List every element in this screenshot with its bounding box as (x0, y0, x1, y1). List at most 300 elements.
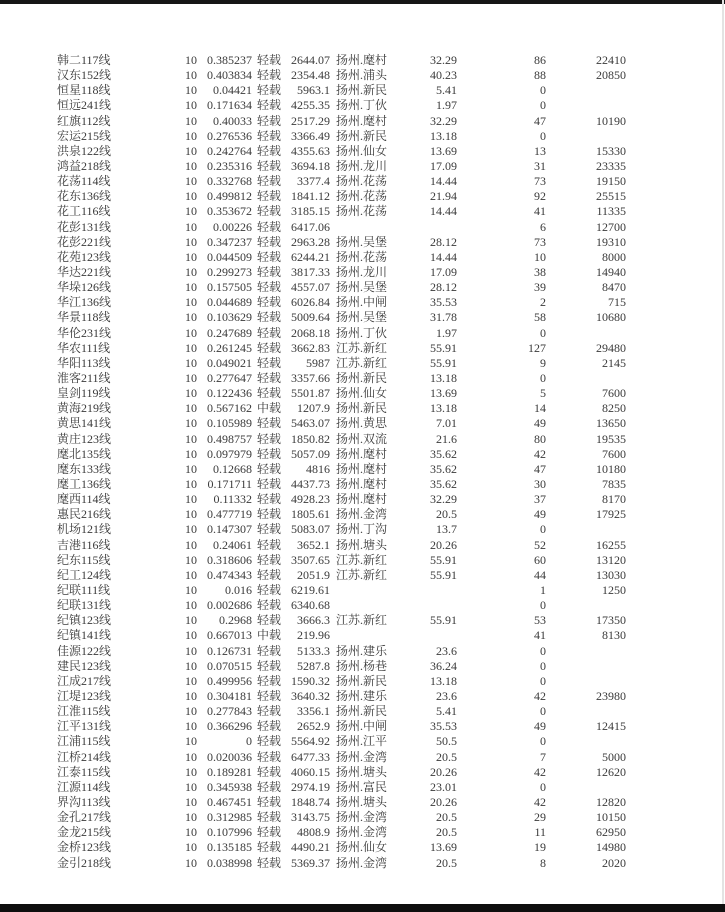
cell-amount: 7600 (602, 386, 626, 401)
cell-line-name: 惠民216线 (57, 507, 112, 522)
cell-value: 5501.87 (291, 386, 330, 401)
cell-region: 扬州.吴堡 (336, 280, 388, 295)
cell-line-name: 皇剑119线 (57, 386, 111, 401)
cell-count: 6 (540, 219, 546, 234)
cell-load-ratio: 0.11332 (213, 492, 252, 507)
cell-value: 4355.63 (291, 143, 330, 158)
cell-load-level: 轻载 (257, 98, 282, 113)
cell-load-level: 轻载 (257, 719, 282, 734)
cell-value: 3694.18 (291, 159, 330, 174)
table-row (57, 310, 637, 325)
table-row (57, 83, 637, 98)
cell-percent: 14.44 (430, 204, 457, 219)
cell-percent: 20.5 (436, 825, 457, 840)
cell-voltage-kv: 10 (185, 719, 197, 734)
cell-line-name: 纪镇123线 (57, 613, 112, 628)
table-row (57, 749, 637, 764)
cell-count: 0 (540, 83, 546, 98)
cell-load-ratio: 0.04421 (213, 83, 252, 98)
window-bottom-edge (0, 904, 725, 912)
cell-load-level: 轻载 (257, 371, 282, 386)
cell-line-name: 江浦115线 (57, 734, 111, 749)
cell-amount: 8170 (602, 492, 626, 507)
cell-voltage-kv: 10 (185, 794, 197, 809)
cell-percent: 13.18 (430, 128, 457, 143)
cell-voltage-kv: 10 (185, 386, 197, 401)
cell-value: 5463.07 (291, 416, 330, 431)
cell-region: 扬州.金湾 (336, 855, 388, 870)
cell-percent: 17.09 (430, 159, 457, 174)
cell-line-name: 江源114线 (57, 779, 111, 794)
cell-load-ratio: 0.126731 (207, 643, 252, 658)
cell-percent: 35.53 (430, 719, 457, 734)
cell-line-name: 花苑123线 (57, 249, 112, 264)
table-row (57, 98, 637, 113)
cell-region: 江苏.新红 (336, 552, 388, 567)
cell-load-level: 轻载 (257, 537, 282, 552)
cell-percent: 21.94 (430, 189, 457, 204)
cell-percent: 32.29 (430, 492, 457, 507)
cell-count: 0 (540, 673, 546, 688)
table-row (57, 719, 637, 734)
cell-region: 扬州.新民 (336, 673, 388, 688)
cell-count: 47 (534, 461, 546, 476)
cell-line-name: 金引218线 (57, 855, 112, 870)
cell-voltage-kv: 10 (185, 446, 197, 461)
cell-load-ratio: 0.477719 (207, 507, 252, 522)
cell-value: 3666.3 (297, 613, 330, 628)
cell-voltage-kv: 10 (185, 537, 197, 552)
cell-voltage-kv: 10 (185, 325, 197, 340)
cell-region: 扬州.新民 (336, 401, 388, 416)
cell-line-name: 吉港116线 (57, 537, 111, 552)
table-row (57, 765, 637, 780)
cell-voltage-kv: 10 (185, 825, 197, 840)
cell-percent: 20.5 (436, 507, 457, 522)
cell-count: 0 (540, 325, 546, 340)
cell-value: 5133.3 (297, 643, 330, 658)
cell-value: 5057.09 (291, 446, 330, 461)
table-row (57, 204, 637, 219)
cell-load-level: 轻载 (257, 688, 282, 703)
cell-load-ratio: 0.002686 (207, 598, 252, 613)
table-row (57, 326, 637, 341)
cell-region: 扬州.中闸 (336, 295, 388, 310)
cell-value: 1841.12 (291, 189, 330, 204)
cell-voltage-kv: 10 (185, 143, 197, 158)
table-row (57, 416, 637, 431)
cell-region: 扬州.丁伙 (336, 325, 388, 340)
cell-load-ratio: 0.016 (225, 582, 252, 597)
cell-region: 扬州.金湾 (336, 507, 388, 522)
cell-count: 29 (534, 810, 546, 825)
cell-load-ratio: 0.105989 (207, 416, 252, 431)
cell-percent: 36.24 (430, 658, 457, 673)
cell-load-ratio: 0.24061 (213, 537, 252, 552)
cell-region: 扬州.龙川 (336, 265, 388, 280)
cell-region: 扬州.花荡 (336, 204, 388, 219)
cell-value: 3662.83 (291, 340, 330, 355)
cell-line-name: 华垛126线 (57, 280, 112, 295)
cell-percent: 28.12 (430, 234, 457, 249)
cell-value: 2963.28 (291, 234, 330, 249)
cell-line-name: 金龙215线 (57, 825, 112, 840)
cell-load-level: 轻载 (257, 855, 282, 870)
cell-load-level: 轻载 (257, 477, 282, 491)
cell-line-name: 江淮115线 (57, 704, 111, 719)
cell-load-level: 轻载 (257, 613, 282, 628)
cell-region: 扬州.黄思 (336, 416, 388, 431)
cell-load-ratio: 0.498757 (207, 431, 252, 446)
cell-percent: 13.18 (430, 401, 457, 416)
cell-load-level: 轻载 (257, 461, 282, 476)
table-row (57, 553, 637, 568)
cell-load-ratio: 0.122436 (207, 386, 252, 401)
cell-amount: 12820 (596, 794, 626, 809)
cell-percent: 35.53 (430, 295, 457, 310)
cell-region: 扬州.浦头 (336, 68, 388, 83)
cell-voltage-kv: 10 (185, 855, 197, 870)
cell-line-name: 金桥123线 (57, 840, 112, 855)
cell-count: 0 (540, 522, 546, 537)
cell-percent: 13.7 (436, 522, 457, 537)
cell-voltage-kv: 10 (185, 159, 197, 174)
cell-percent: 13.18 (430, 371, 457, 386)
cell-load-ratio: 0.135185 (207, 840, 252, 855)
cell-amount: 10680 (596, 310, 626, 325)
cell-count: 88 (534, 68, 546, 83)
table-row (57, 371, 637, 386)
cell-region: 扬州.塘头 (336, 537, 388, 552)
cell-amount: 19310 (596, 234, 626, 249)
cell-line-name: 麾西114线 (57, 492, 111, 507)
cell-load-ratio: 0.277647 (207, 371, 252, 386)
cell-count: 58 (534, 310, 546, 325)
cell-value: 4437.73 (291, 477, 330, 491)
cell-percent: 13.69 (430, 143, 457, 158)
cell-load-ratio: 0.385237 (207, 53, 252, 68)
cell-region: 扬州.花荡 (336, 249, 388, 264)
cell-line-name: 花荡114线 (57, 174, 111, 189)
cell-load-ratio: 0.044509 (207, 249, 252, 264)
cell-value: 4808.9 (297, 825, 330, 840)
table-row (57, 462, 637, 477)
cell-line-name: 麾东133线 (57, 461, 112, 476)
cell-line-name: 机场121线 (57, 522, 112, 537)
cell-value: 2644.07 (291, 53, 330, 68)
cell-load-ratio: 0.299273 (207, 265, 252, 280)
cell-count: 44 (534, 567, 546, 582)
cell-region: 扬州.仙女 (336, 386, 388, 401)
cell-percent: 55.91 (430, 552, 457, 567)
cell-count: 0 (540, 704, 546, 719)
cell-amount: 22410 (596, 53, 626, 68)
cell-count: 7 (540, 749, 546, 764)
cell-load-level: 轻载 (257, 386, 282, 401)
cell-line-name: 纪镇141线 (57, 628, 112, 643)
cell-load-level: 轻载 (257, 204, 282, 219)
table-row (57, 674, 637, 689)
cell-percent: 55.91 (430, 355, 457, 370)
cell-count: 10 (534, 249, 546, 264)
cell-load-level: 中载 (257, 401, 282, 416)
cell-count: 127 (528, 340, 546, 355)
cell-voltage-kv: 10 (185, 764, 197, 779)
cell-region: 扬州.麾村 (336, 492, 388, 507)
table-row (57, 734, 637, 749)
cell-voltage-kv: 10 (185, 128, 197, 143)
cell-load-level: 轻载 (257, 431, 282, 446)
cell-voltage-kv: 10 (185, 552, 197, 567)
cell-load-level: 轻载 (257, 219, 282, 234)
table-row (57, 538, 637, 553)
table-row (57, 477, 637, 492)
cell-amount: 2020 (602, 855, 626, 870)
cell-load-ratio: 0.044689 (207, 295, 252, 310)
cell-percent: 32.29 (430, 53, 457, 68)
cell-voltage-kv: 10 (185, 83, 197, 98)
cell-amount: 7835 (602, 477, 626, 491)
cell-count: 8 (540, 855, 546, 870)
cell-count: 13 (534, 143, 546, 158)
cell-value: 5369.37 (291, 855, 330, 870)
cell-amount: 16255 (596, 537, 626, 552)
cell-count: 47 (534, 113, 546, 128)
cell-load-level: 轻载 (257, 234, 282, 249)
cell-load-level: 轻载 (257, 810, 282, 825)
cell-count: 86 (534, 53, 546, 68)
cell-value: 3377.4 (297, 174, 330, 189)
cell-value: 3356.1 (297, 704, 330, 719)
cell-region: 扬州.双流 (336, 431, 388, 446)
cell-load-ratio: 0.00226 (213, 219, 252, 234)
table-row (57, 189, 637, 204)
cell-voltage-kv: 10 (185, 295, 197, 310)
cell-region: 扬州.金湾 (336, 825, 388, 840)
cell-value: 2354.48 (291, 68, 330, 83)
cell-load-ratio: 0.499956 (207, 673, 252, 688)
cell-count: 41 (534, 204, 546, 219)
cell-value: 3185.15 (291, 204, 330, 219)
cell-region: 扬州.仙女 (336, 143, 388, 158)
table-row (57, 174, 637, 189)
cell-count: 5 (540, 386, 546, 401)
cell-line-name: 麾工136线 (57, 477, 112, 491)
cell-load-ratio: 0.474343 (207, 567, 252, 582)
cell-value: 3143.75 (291, 810, 330, 825)
cell-voltage-kv: 10 (185, 704, 197, 719)
cell-load-level: 轻载 (257, 567, 282, 582)
table-row (57, 250, 637, 265)
cell-voltage-kv: 10 (185, 340, 197, 355)
table-row (57, 598, 637, 613)
cell-load-level: 轻载 (257, 325, 282, 340)
cell-line-name: 花彭131线 (57, 219, 112, 234)
cell-load-level: 轻载 (257, 704, 282, 719)
cell-region: 扬州.麾村 (336, 446, 388, 461)
cell-load-ratio: 0.020036 (207, 749, 252, 764)
cell-region: 江苏.新红 (336, 355, 388, 370)
cell-percent: 55.91 (430, 567, 457, 582)
cell-load-ratio: 0.147307 (207, 522, 252, 537)
cell-line-name: 华农111线 (57, 340, 111, 355)
cell-percent: 1.97 (436, 325, 457, 340)
cell-value: 4490.21 (291, 840, 330, 855)
cell-region: 扬州.金湾 (336, 749, 388, 764)
cell-count: 2 (540, 295, 546, 310)
cell-count: 49 (534, 507, 546, 522)
cell-load-level: 轻载 (257, 794, 282, 809)
cell-line-name: 江平131线 (57, 719, 112, 734)
cell-percent: 13.69 (430, 386, 457, 401)
cell-count: 42 (534, 794, 546, 809)
table-row (57, 386, 637, 401)
cell-region: 扬州.新民 (336, 704, 388, 719)
cell-percent: 23.6 (436, 688, 457, 703)
cell-load-level: 轻载 (257, 582, 282, 597)
cell-load-level: 轻载 (257, 552, 282, 567)
cell-voltage-kv: 10 (185, 98, 197, 113)
cell-voltage-kv: 10 (185, 688, 197, 703)
cell-load-ratio: 0.157505 (207, 280, 252, 295)
cell-amount: 8250 (602, 401, 626, 416)
cell-region: 扬州.建乐 (336, 643, 388, 658)
cell-line-name: 花东136线 (57, 189, 112, 204)
cell-amount: 8000 (602, 249, 626, 264)
table-row (57, 68, 637, 83)
cell-voltage-kv: 10 (185, 477, 197, 491)
cell-load-level: 轻载 (257, 189, 282, 204)
cell-voltage-kv: 10 (185, 461, 197, 476)
cell-value: 2068.18 (291, 325, 330, 340)
cell-count: 49 (534, 416, 546, 431)
cell-load-ratio: 0.345938 (207, 779, 252, 794)
cell-percent: 13.69 (430, 840, 457, 855)
cell-line-name: 黄思141线 (57, 416, 112, 431)
cell-count: 42 (534, 688, 546, 703)
cell-voltage-kv: 10 (185, 401, 197, 416)
cell-region: 扬州.丁伙 (336, 98, 388, 113)
cell-voltage-kv: 10 (185, 643, 197, 658)
cell-voltage-kv: 10 (185, 840, 197, 855)
cell-line-name: 华景118线 (57, 310, 111, 325)
cell-voltage-kv: 10 (185, 613, 197, 628)
cell-load-level: 轻载 (257, 355, 282, 370)
cell-load-ratio: 0.107996 (207, 825, 252, 840)
cell-voltage-kv: 10 (185, 567, 197, 582)
cell-voltage-kv: 10 (185, 673, 197, 688)
cell-voltage-kv: 10 (185, 522, 197, 537)
cell-load-ratio: 0.304181 (207, 688, 252, 703)
cell-voltage-kv: 10 (185, 779, 197, 794)
cell-line-name: 花工116线 (57, 204, 111, 219)
cell-region: 扬州.中闸 (336, 719, 388, 734)
cell-line-name: 江成217线 (57, 673, 112, 688)
window-top-edge (0, 0, 725, 4)
cell-line-name: 洪泉122线 (57, 143, 112, 158)
cell-region: 扬州.新民 (336, 128, 388, 143)
table-row (57, 613, 637, 628)
cell-percent: 40.23 (430, 68, 457, 83)
table-row (57, 583, 637, 598)
cell-value: 6219.61 (291, 582, 330, 597)
cell-value: 1848.74 (291, 794, 330, 809)
cell-region: 扬州.仙女 (336, 840, 388, 855)
cell-count: 39 (534, 280, 546, 295)
cell-region: 扬州.麾村 (336, 477, 388, 491)
cell-count: 1 (540, 582, 546, 597)
cell-value: 1805.61 (291, 507, 330, 522)
cell-value: 2517.29 (291, 113, 330, 128)
cell-value: 6477.33 (291, 749, 330, 764)
cell-amount: 7600 (602, 446, 626, 461)
cell-line-name: 华江136线 (57, 295, 112, 310)
cell-voltage-kv: 10 (185, 658, 197, 673)
cell-value: 3357.66 (291, 371, 330, 386)
cell-amount: 2145 (602, 355, 626, 370)
cell-amount: 13030 (596, 567, 626, 582)
table-row (57, 840, 637, 855)
cell-value: 5564.92 (291, 734, 330, 749)
table-row (57, 159, 637, 174)
cell-voltage-kv: 10 (185, 234, 197, 249)
table-row (57, 507, 637, 522)
cell-voltage-kv: 10 (185, 219, 197, 234)
cell-percent: 55.91 (430, 340, 457, 355)
cell-amount: 15330 (596, 143, 626, 158)
cell-percent: 14.44 (430, 174, 457, 189)
cell-count: 0 (540, 128, 546, 143)
cell-line-name: 金孔217线 (57, 810, 112, 825)
feeder-load-table (57, 53, 637, 871)
cell-value: 6340.68 (291, 598, 330, 613)
cell-region: 扬州.塘头 (336, 764, 388, 779)
cell-voltage-kv: 10 (185, 53, 197, 68)
cell-region: 扬州.麾村 (336, 461, 388, 476)
table-row (57, 795, 637, 810)
cell-voltage-kv: 10 (185, 280, 197, 295)
cell-load-level: 轻载 (257, 446, 282, 461)
cell-percent: 32.29 (430, 113, 457, 128)
cell-load-ratio: 0.171711 (207, 477, 252, 491)
cell-line-name: 江桥214线 (57, 749, 112, 764)
cell-count: 30 (534, 477, 546, 491)
cell-amount: 19150 (596, 174, 626, 189)
cell-load-ratio: 0.12668 (213, 461, 252, 476)
cell-count: 0 (540, 734, 546, 749)
cell-amount: 23335 (596, 159, 626, 174)
table-row (57, 265, 637, 280)
cell-count: 53 (534, 613, 546, 628)
cell-count: 14 (534, 401, 546, 416)
cell-count: 9 (540, 355, 546, 370)
cell-region: 扬州.麾村 (336, 53, 388, 68)
cell-region: 扬州.麾村 (336, 113, 388, 128)
cell-voltage-kv: 10 (185, 189, 197, 204)
cell-region: 扬州.花荡 (336, 174, 388, 189)
cell-load-level: 轻载 (257, 749, 282, 764)
cell-load-level: 轻载 (257, 128, 282, 143)
cell-load-level: 轻载 (257, 280, 282, 295)
cell-amount: 12415 (596, 719, 626, 734)
cell-load-level: 轻载 (257, 598, 282, 613)
cell-count: 0 (540, 643, 546, 658)
table-row (57, 295, 637, 310)
cell-load-ratio: 0.467451 (207, 794, 252, 809)
cell-value: 3652.1 (297, 537, 330, 552)
cell-percent: 55.91 (430, 613, 457, 628)
cell-load-ratio: 0.312985 (207, 810, 252, 825)
